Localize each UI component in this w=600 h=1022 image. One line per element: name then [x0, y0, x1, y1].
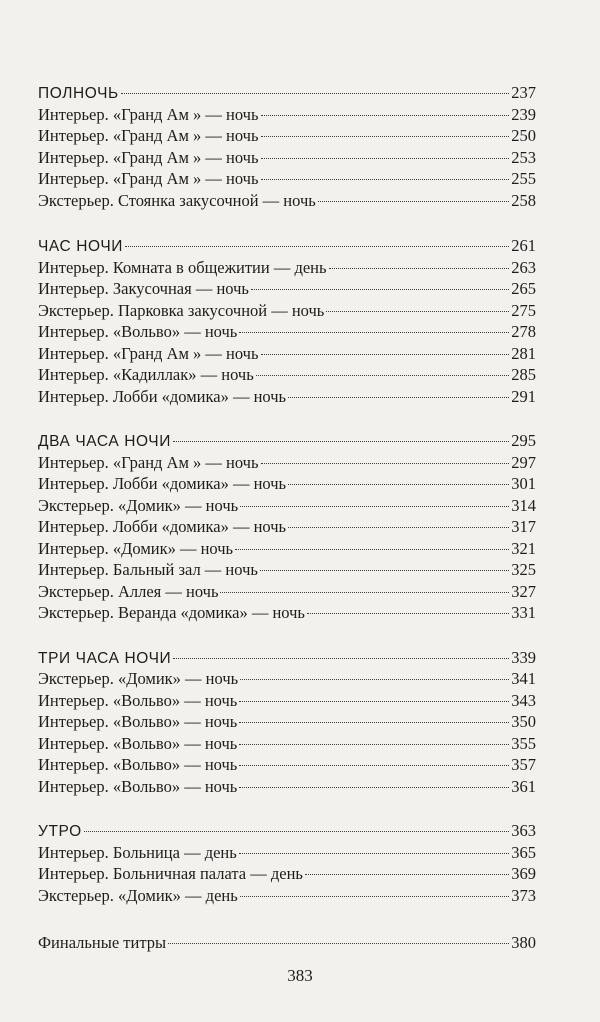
toc-heading — [38, 820, 536, 842]
dot-leader — [125, 246, 509, 247]
toc-entry — [38, 495, 536, 517]
toc-entry — [38, 473, 536, 495]
toc-entry-title: Интерьер. Бальный зал — ночь — [38, 560, 258, 579]
section-spacer — [38, 797, 536, 820]
toc-entry-title: Экстерьер. «Домик» — ночь — [38, 495, 239, 515]
toc-entry-title: Интерьер. Комната в общежитии — день — [38, 257, 327, 277]
toc-entry — [38, 104, 536, 126]
toc-entry-title: Интерьер. «Вольво» — ночь — [38, 712, 238, 731]
toc-entry-title: Интерьер. Лобби «домика» — ночь — [38, 386, 287, 406]
dot-leader — [168, 943, 509, 944]
dot-leader — [220, 592, 509, 593]
toc-entry — [38, 190, 536, 212]
dot-leader — [84, 831, 509, 832]
dot-leader — [288, 484, 509, 485]
toc-page-number: 373 — [511, 885, 536, 905]
dot-leader — [261, 158, 510, 159]
dot-leader — [318, 201, 509, 202]
toc-entry — [38, 452, 536, 474]
toc-entry-title: Интерьер. «Вольво» — ночь — [38, 755, 238, 774]
toc-entry-title: Интерьер. Закусочная — ночь — [38, 279, 249, 298]
dot-leader — [235, 549, 509, 550]
toc-page-number: 314 — [511, 495, 536, 515]
toc-entry — [38, 538, 536, 560]
toc-entry — [38, 321, 536, 343]
toc-page-number: 327 — [511, 581, 536, 601]
toc-entry-title: Интерьер. «Вольво» — ночь — [38, 776, 238, 796]
table-of-contents — [38, 82, 536, 954]
toc-page-number: 253 — [511, 147, 536, 167]
dot-leader — [261, 136, 510, 137]
toc-entry-title: Интерьер. «Гранд Ам » — ночь — [38, 126, 259, 145]
toc-entry-title: Интерьер. «Гранд Ам » — ночь — [38, 343, 259, 363]
dot-leader — [261, 354, 510, 355]
toc-page-number: 261 — [511, 236, 536, 255]
dot-leader — [329, 268, 510, 269]
toc-entry — [38, 343, 536, 365]
toc-page-number: 275 — [511, 300, 536, 320]
toc-page-number: 301 — [511, 474, 536, 493]
section-spacer — [38, 407, 536, 430]
toc-entry — [38, 668, 536, 690]
toc-entry — [38, 559, 536, 581]
toc-entry — [38, 147, 536, 169]
toc-heading — [38, 235, 536, 257]
toc-entry-title: Интерьер. «Вольво» — ночь — [38, 690, 238, 710]
toc-page-number: 239 — [511, 104, 536, 124]
toc-page-number: 357 — [511, 755, 536, 774]
section-spacer — [38, 211, 536, 235]
toc-heading — [38, 430, 536, 452]
toc-entry-title: Экстерьер. Веранда «домика» — ночь — [38, 603, 305, 622]
toc-page-number: 325 — [511, 560, 536, 579]
dot-leader — [256, 375, 510, 376]
toc-page-number: 255 — [511, 169, 536, 188]
dot-leader — [261, 463, 510, 464]
section-spacer — [38, 624, 536, 647]
dot-leader — [240, 896, 509, 897]
toc-entry-credits — [38, 932, 536, 954]
dot-leader — [239, 853, 509, 854]
toc-entry — [38, 581, 536, 603]
section-spacer — [38, 906, 536, 932]
toc-page-number: 331 — [511, 603, 536, 622]
toc-page-number: 285 — [511, 365, 536, 384]
toc-entry — [38, 842, 536, 864]
toc-section-two-am — [38, 430, 536, 624]
dot-leader — [288, 397, 509, 398]
toc-entry-title: Интерьер. «Гранд Ам » — ночь — [38, 169, 259, 188]
toc-entry-title: Финальные титры — [38, 933, 167, 952]
toc-section-morning — [38, 820, 536, 906]
toc-entry-title: Интерьер. «Гранд Ам » — ночь — [38, 147, 259, 167]
dot-leader — [288, 527, 509, 528]
toc-page-number: 339 — [511, 647, 536, 667]
dot-leader — [326, 311, 509, 312]
toc-entry — [38, 278, 536, 300]
toc-page-number: 365 — [511, 842, 536, 862]
toc-page-number: 361 — [511, 776, 536, 796]
toc-entry-title: Интерьер. Больница — день — [38, 842, 237, 862]
toc-page-number: 350 — [511, 712, 536, 731]
dot-leader — [121, 93, 509, 94]
toc-page-number: 281 — [511, 343, 536, 363]
toc-heading — [38, 82, 536, 104]
page-number: 383 — [287, 966, 313, 985]
toc-entry-title: Интерьер. «Домик» — ночь — [38, 538, 234, 558]
toc-entry — [38, 125, 536, 147]
toc-page-number: 297 — [511, 452, 536, 472]
dot-leader — [260, 570, 509, 571]
toc-entry — [38, 300, 536, 322]
toc-heading-title: ЧАС НОЧИ — [38, 238, 124, 255]
dot-leader — [173, 658, 509, 659]
toc-heading — [38, 647, 536, 669]
dot-leader — [307, 613, 509, 614]
toc-page-number: 250 — [511, 126, 536, 145]
toc-entry-title: Интерьер. Больничная палата — день — [38, 864, 303, 883]
toc-entry — [38, 168, 536, 190]
toc-entry — [38, 516, 536, 538]
toc-page-number: 265 — [511, 279, 536, 298]
toc-entry — [38, 863, 536, 885]
toc-page-number: 343 — [511, 690, 536, 710]
toc-entry-title: Интерьер. «Вольво» — ночь — [38, 322, 238, 341]
toc-page-number: 363 — [511, 821, 536, 840]
toc-entry-title: Интерьер. «Вольво» — ночь — [38, 733, 238, 753]
dot-leader — [261, 115, 510, 116]
toc-section-midnight — [38, 82, 536, 211]
toc-page-number: 258 — [511, 190, 536, 210]
toc-entry-title: Экстерьер. «Домик» — день — [38, 885, 238, 905]
toc-entry — [38, 885, 536, 907]
dot-leader — [261, 179, 510, 180]
toc-entry — [38, 754, 536, 776]
toc-entry-title: Интерьер. «Гранд Ам » — ночь — [38, 104, 259, 124]
toc-entry — [38, 386, 536, 408]
dot-leader — [239, 722, 509, 723]
toc-page-number: 291 — [511, 386, 536, 406]
dot-leader — [239, 701, 509, 702]
toc-page-number: 295 — [511, 431, 536, 450]
toc-entry-title: Экстерьер. Стоянка закусочной — ночь — [38, 190, 316, 210]
toc-page-number: 355 — [511, 733, 536, 753]
toc-entry-title: Экстерьер. «Домик» — ночь — [38, 669, 239, 688]
toc-heading-title: ПОЛНОЧЬ — [38, 85, 119, 102]
toc-page-number: 237 — [511, 83, 536, 102]
toc-entry — [38, 776, 536, 798]
toc-page-number: 263 — [511, 257, 536, 277]
dot-leader — [240, 679, 509, 680]
toc-page-number: 341 — [511, 669, 536, 688]
toc-entry — [38, 690, 536, 712]
toc-entry-title: Экстерьер. Парковка закусочной — ночь — [38, 300, 325, 320]
toc-entry — [38, 257, 536, 279]
toc-entry-title: Интерьер. Лобби «домика» — ночь — [38, 517, 287, 536]
toc-section-three-am — [38, 647, 536, 798]
toc-entry-title: Интерьер. «Кадиллак» — ночь — [38, 365, 254, 384]
dot-leader — [239, 787, 509, 788]
dot-leader — [251, 289, 509, 290]
toc-page-number: 321 — [511, 538, 536, 558]
dot-leader — [173, 441, 509, 442]
toc-page-number: 369 — [511, 864, 536, 883]
dot-leader — [305, 874, 509, 875]
dot-leader — [239, 332, 509, 333]
toc-entry — [38, 711, 536, 733]
toc-page-number: 317 — [511, 517, 536, 536]
dot-leader — [240, 506, 509, 507]
toc-entry — [38, 364, 536, 386]
toc-heading-title: УТРО — [38, 823, 82, 840]
toc-entry-title: Интерьер. Лобби «домика» — ночь — [38, 474, 287, 493]
toc-entry-title: Интерьер. «Гранд Ам » — ночь — [38, 452, 259, 472]
toc-heading-title: ДВА ЧАСА НОЧИ — [38, 433, 171, 450]
toc-entry-title: Экстерьер. Аллея — ночь — [38, 581, 219, 601]
toc-page-number: 278 — [511, 322, 536, 341]
toc-entry — [38, 602, 536, 624]
toc-page-number: 380 — [511, 933, 536, 952]
dot-leader — [239, 765, 509, 766]
toc-section-one-am — [38, 235, 536, 407]
toc-heading-title: ТРИ ЧАСА НОЧИ — [38, 649, 172, 667]
toc-entry — [38, 733, 536, 755]
dot-leader — [239, 744, 509, 745]
